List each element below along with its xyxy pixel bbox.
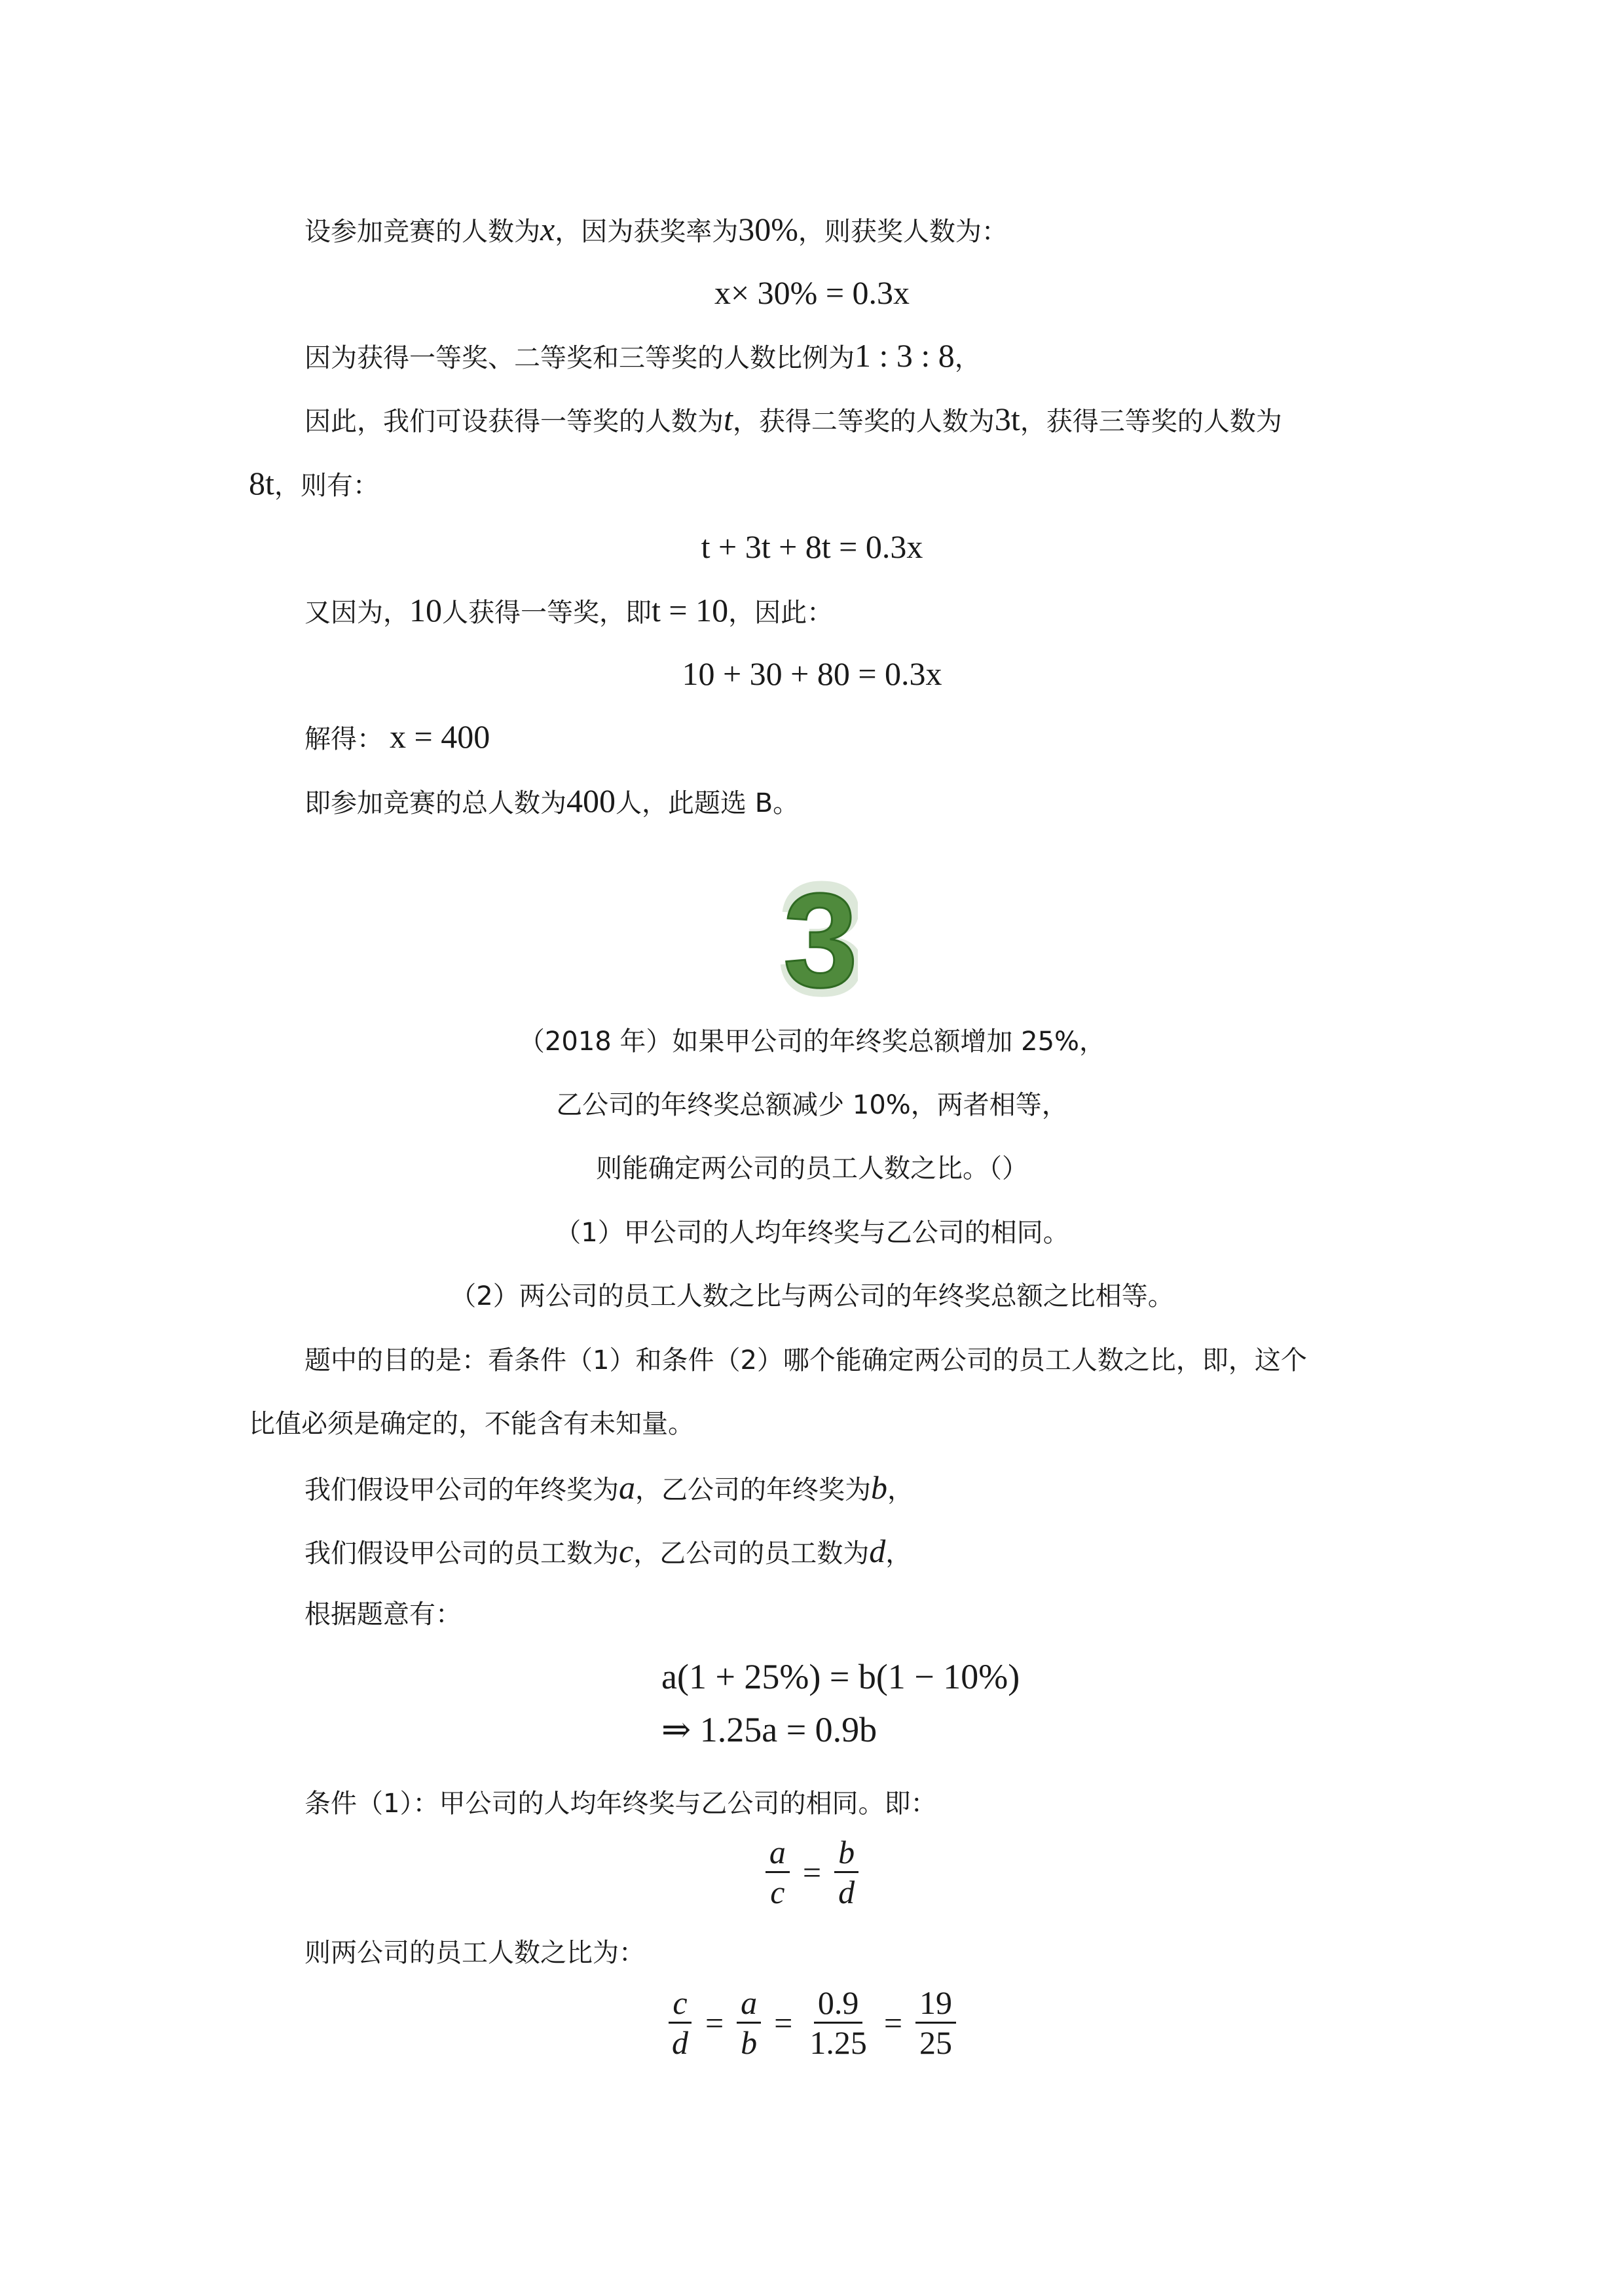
solution-line-4: 8t，则有： [249, 465, 379, 501]
equation-2: t + 3t + 8t = 0.3x [701, 528, 923, 565]
analysis-p2: 我们假设甲公司的年终奖为a，乙公司的年终奖为b， [304, 1469, 913, 1506]
solution-line-3: 因此，我们可设获得一等奖的人数为t，获得二等奖的人数为3t，获得三等奖的人数为 [304, 401, 1282, 437]
solution-line-1: 设参加竞赛的人数为x，因为获奖率为30%，则获奖人数为： [304, 211, 1008, 247]
fraction-c-over-d: $\frac{c}{d}$ [668, 1984, 692, 2062]
section-number-graphic [773, 841, 858, 1011]
question-line-1: （2018 年）如果甲公司的年终奖总额增加 25%， [518, 1027, 1106, 1057]
fraction-19-over-25: $\frac{19}{25}$ [915, 1984, 956, 2062]
analysis-p6: 则两公司的员工人数之比为： [304, 1938, 645, 1968]
equation-6: $\frac{c}{d}$ = $\frac{a}{b}$ = $\frac{0.9}{1.25}$ = $\frac{19}{25}$ [0, 1984, 1624, 2062]
section-number: 3 [783, 866, 858, 1011]
condition-1: （1）甲公司的人均年终奖与乙公司的相同。 [555, 1218, 1069, 1248]
fraction-a-over-b: $\frac{a}{b}$ [737, 1984, 761, 2062]
equation-4-line-2: ⇒ 1.25a = 0.9b [661, 1710, 877, 1749]
solution-line-6: 解得： x = 400 [304, 718, 490, 755]
analysis-p3: 我们假设甲公司的员工数为c，乙公司的员工数为d， [304, 1533, 912, 1569]
analysis-p1-line-2: 比值必须是确定的，不能含有未知量。 [249, 1409, 694, 1439]
analysis-p5: 条件（1）：甲公司的人均年终奖与乙公司的相同。即： [304, 1789, 937, 1819]
question-line-3: 则能确定两公司的员工人数之比。（） [596, 1154, 1028, 1184]
solution-line-2: 因为获得一等奖、二等奖和三等奖的人数比例为1 : 3 : 8， [304, 337, 981, 374]
analysis-p1-line-1: 题中的目的是：看条件（1）和条件（2）哪个能确定两公司的员工人数之比，即，这个 [304, 1345, 1307, 1376]
equation-1: x× 30% = 0.3x [714, 274, 910, 311]
solution-line-7: 即参加竞赛的总人数为400人，此题选 B。 [304, 782, 800, 819]
analysis-p4: 根据题意有： [304, 1599, 462, 1630]
condition-2: （2）两公司的员工人数之比与两公司的年终奖总额之比相等。 [450, 1281, 1174, 1311]
equation-4-line-1: a(1 + 25%) = b(1 − 10%) [661, 1657, 1020, 1696]
question-line-2: 乙公司的年终奖总额减少 10%，两者相等， [556, 1090, 1068, 1120]
fraction-b-over-d: $\frac{b}{d}$ [834, 1833, 858, 1911]
fraction-a-over-c: $\frac{a}{c}$ [766, 1833, 790, 1911]
equation-5: $\frac{a}{c}$ = $\frac{b}{d}$ [0, 1833, 1624, 1911]
equation-3: 10 + 30 + 80 = 0.3x [682, 655, 942, 692]
section-number-shadow: 3 [777, 847, 858, 1011]
solution-line-5: 又因为，10人获得一等奖，即t = 10，因此： [304, 592, 834, 629]
section-number-badge [773, 841, 858, 1011]
fraction-09-over-125: $\frac{0.9}{1.25}$ [809, 1984, 867, 2061]
